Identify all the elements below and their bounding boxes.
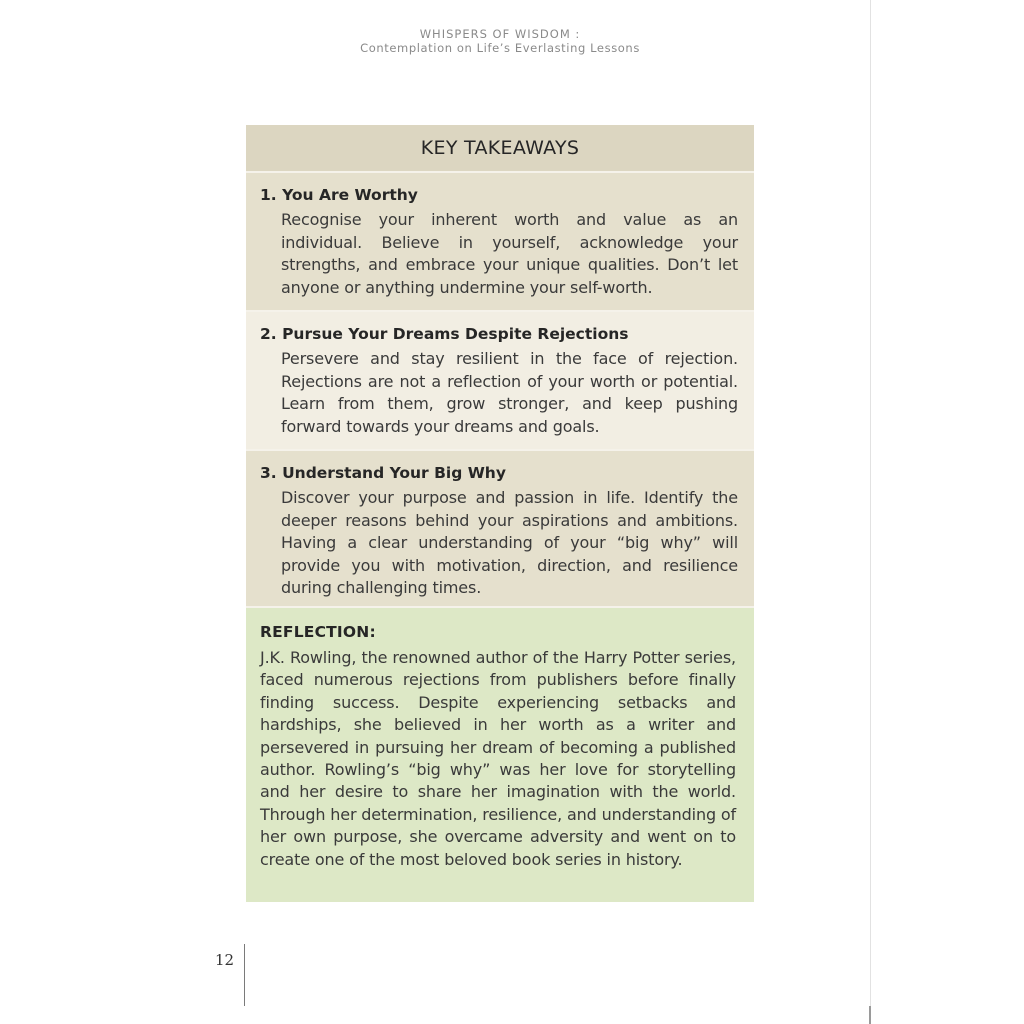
takeaway-body: Persevere and stay resilient in the face of rejection. Rejections are not a reflection of your worth or potential. Learn from them, grow stronger, and keep pushing forward towards your dreams and goals. (281, 349, 738, 436)
running-head-title: WHISPERS OF WISDOM : (419, 27, 581, 41)
takeaway-title: 1. You Are Worthy (260, 186, 418, 204)
page-edge-mark (869, 1006, 871, 1024)
takeaway-item-2 (246, 312, 754, 449)
page-edge-divider (870, 0, 871, 1024)
reflection-section (246, 608, 754, 902)
takeaway-item-1 (246, 173, 754, 310)
reflection-body: J.K. Rowling, the renowned author of the Harry Potter series, faced numerous rejections from publishers before finally finding success. Despite experiencing setbacks and hardships, she believed in her worth as a writer and persevered in pursuing her dream of becoming a published author. Rowling’s “big why” was her love for storytelling and her desire to share her imagination with the world. Through her determination, resilience, and understanding of her own purpose, she overcame adversity and went on to create one of the most beloved book series in history. (260, 648, 737, 869)
takeaway-title: 3. Understand Your Big Why (260, 464, 506, 482)
takeaway-title: 2. Pursue Your Dreams Despite Rejections (260, 325, 629, 343)
takeaway-body: Discover your purpose and passion in life. Identify the deeper reasons behind your aspirations and ambitions. Having a clear understanding of your “big why” will provide you with motivation, direction, and resilience during challenging times. (281, 488, 738, 597)
page-number-rule (244, 944, 245, 1006)
key-takeaways-box (246, 125, 754, 902)
page-number: 12 (215, 951, 235, 969)
takeaway-body: Recognise your inherent worth and value as an individual. Believe in yourself, acknowledge your strengths, and embrace your unique qualities. Don’t let anyone or anything undermine your self-worth. (281, 210, 738, 297)
running-head-subtitle: Contemplation on Life’s Everlasting Lessons (360, 41, 640, 55)
takeaway-item-3 (246, 451, 754, 606)
reflection-title: REFLECTION: (260, 623, 376, 641)
key-takeaways-heading: KEY TAKEAWAYS (246, 125, 754, 171)
